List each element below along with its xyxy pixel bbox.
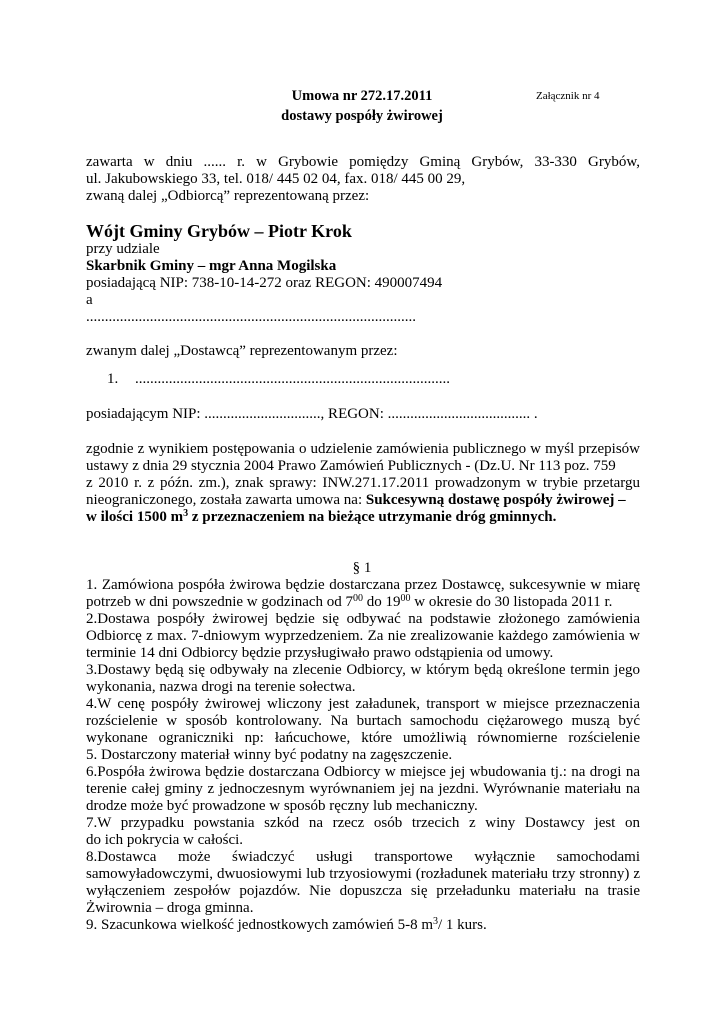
para-8-line-4: Żwirownia – droga gminna. [86,900,254,916]
para-3-line-1: 3.Dostawy będą się odbywały na zlecenie Odbiorcy, w którym będą określone termin jego [86,662,640,678]
contract-subtitle: dostawy pospóły żwirowej [281,108,443,124]
basis-line-1: zgodnie z wynikiem postępowania o udzielenie zamówienia publicznego w myśl przepisów [86,441,640,457]
para-6-line-2: terenie całej gminy z jednoczesnym wyrównaniem jej na jezdni. Wyrównanie materiału na [86,781,640,797]
para-1-line-1: 1. Zamówiona pospóła żwirowa będzie dostarczana przez Dostawcę, sukcesywnie w miarę [86,577,640,593]
recipient-treasurer: Skarbnik Gminy – mgr Anna Mogilska [86,258,337,274]
para-7-line-1: 7.W przypadku powstania szkód na rzecz osób trzecich z winy Dostawcy jest on [86,815,640,831]
para-2-line-2: Odbiorcę z max. 7-dniowym wyprzedzeniem. Za nie zrealizowanie każdego zamówienia w [86,628,640,644]
hour-minutes-sup: 00 [400,593,411,604]
item-number: 1. [107,371,119,387]
attachment-label: Załącznik nr 4 [536,90,600,102]
para-1-hours-end: do 19 [363,594,401,610]
para-1-hours-start: potrzeb w dni powszednie w godzinach od 7 [86,594,354,610]
para-4-line-1: 4.W cenę pospóły żwirowej wliczony jest załadunek, transport w miejsce przeznaczenia [86,696,640,712]
para-8-line-2: samowyładowczymi, dwuosiowymi lub trzyosiowymi (rozładunek materiału trzy stronny) z [86,866,640,882]
section-heading: § 1 [352,560,372,576]
basis-line-4-text: nieograniczonego, została zawarta umowa na: [86,492,366,508]
representative-blank: .................................................................................... [135,371,450,387]
basis-line-5 [86,509,640,526]
quantity-unit-sup: 3 [183,508,189,519]
basis-line-3: z 2010 r. z późn. zm.), znak sprawy: INW.271.17.2011 prowadzonym w trybie przetargu [86,475,640,491]
para-2-line-3: terminie 14 dni Odbiorcy będzie przysługiwało prawo odstąpienia od umowy. [86,645,554,661]
basis-line-4 [86,492,640,509]
para-9-line-1 [86,917,640,934]
supplier-ids: posiadającym NIP: ..............................., REGON: ...................................... . [86,406,538,422]
para-8-line-3: wyłączeniem zespołów pojazdów. Nie dopuszcza się przeładunku materiału na trasie [86,883,640,899]
para-9-text: 9. Szacunkowa wielkość jednostkowych zamówień 5-8 m [86,917,433,933]
intro-line-1: zawarta w dniu ...... r. w Grybowie pomiędzy Gminą Grybów, 33-330 Grybów, [86,154,640,170]
basis-line-2: ustawy z dnia 29 stycznia 2004 Prawo Zamówień Publicznych - (Dz.U. Nr 113 poz. 759 [86,458,616,474]
recipient-with: przy udziale [86,241,160,257]
purpose-text: z przeznaczeniem na bieżące utrzymanie dróg gminnych. [188,509,557,525]
supplier-called: zwanym dalej „Dostawcą” reprezentowanym przez: [86,343,398,359]
supplier-representative-item [107,371,450,388]
para-3-line-2: wykonania, nazwa drogi na terenie sołectwa. [86,679,356,695]
volume-unit-sup: 3 [433,916,438,927]
para-4-line-2: rozścielenie w sposób kontrolowany. Na burtach samochodu ciężarowego muszą być [86,713,640,729]
para-1-line-2 [86,594,640,611]
para-5-line-1: 5. Dostarczony materiał winny być podatny na zagęszczenie. [86,747,453,763]
hour-minutes-sup: 00 [353,593,364,604]
recipient-ids: posiadającą NIP: 738-10-14-272 oraz REGON: 490007494 [86,275,443,291]
para-9-per-trip: / 1 kurs. [438,917,487,933]
document-title-block [0,86,724,126]
para-2-line-1: 2.Dostawa pospóły żwirowej będzie się odbywać na podstawie złożonego zamówienia [86,611,640,627]
para-6-line-3: drodze może być prowadzone w sposób ręczny lub mechaniczny. [86,798,478,814]
para-7-line-2: do ich pokrycia w całości. [86,832,244,848]
para-6-line-1: 6.Pospóła żwirowa będzie dostarczana Odbiorcy w miejsce jej wbudowania tj.: na drogi na [86,764,640,780]
supplier-name-blank: ........................................................................................ [86,309,416,325]
intro-line-2: ul. Jakubowskiego 33, tel. 018/ 445 02 04, fax. 018/ 445 00 29, [86,171,466,187]
para-4-line-3: wykonane ograniczniki np: łańcuchowe, które umożliwią równomierne rozścielenie [86,730,640,746]
contract-subject: Sukcesywną dostawę pospóły żwirowej – [365,492,626,508]
recipient-representative: Wójt Gminy Grybów – Piotr Krok [86,221,352,241]
quantity-text: w ilości 1500 m [86,509,184,525]
intro-line-3: zwaną dalej „Odbiorcą” reprezentowaną przez: [86,188,370,204]
conjunction-and: a [86,292,93,308]
contract-title: Umowa nr 272.17.2011 [291,88,433,104]
para-1-deadline: w okresie do 30 listopada 2011 r. [410,594,613,610]
para-8-line-1: 8.Dostawca może świadczyć usługi transportowe wyłącznie samochodami [86,849,640,865]
